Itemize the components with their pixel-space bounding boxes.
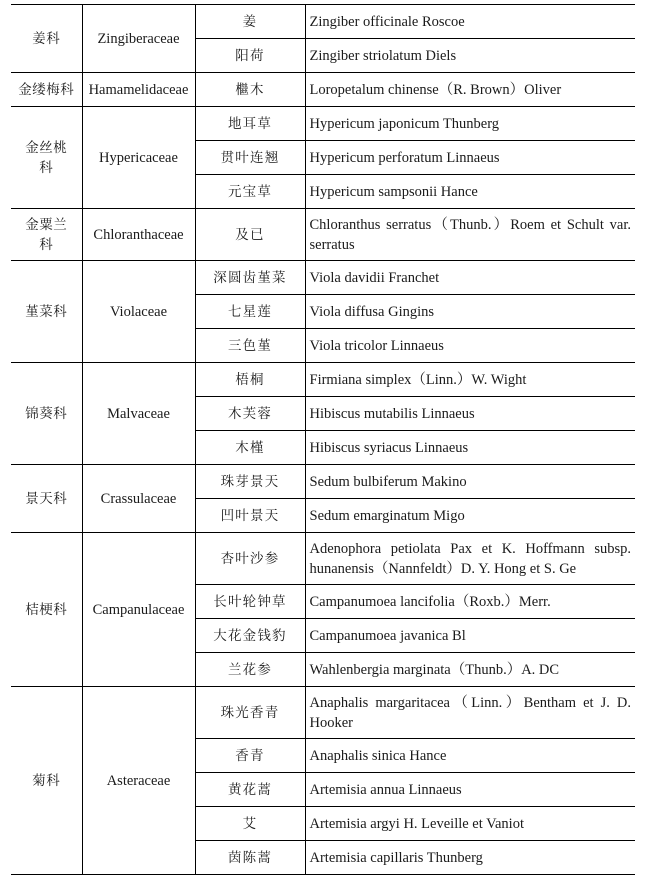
species-latin-name: Chloranthus serratus（Thunb.）Roem et Schult var. serratus [305,209,635,261]
species-chinese-name: 香青 [195,739,305,773]
species-table [11,4,635,875]
table-row [11,363,635,397]
species-latin-name: Hypericum sampsonii Hance [305,175,635,209]
table-row [11,73,635,107]
species-latin-name: Viola tricolor Linnaeus [305,329,635,363]
species-latin-name: Adenophora petiolata Pax et K. Hoffmann subsp. hunanensis（Nannfeldt）D. Y. Hong et S. Ge [305,533,635,585]
species-latin-name: Campanumoea lancifolia（Roxb.）Merr. [305,585,635,619]
family-latin-name: Asteraceae [82,687,195,875]
family-latin-name: Chloranthaceae [82,209,195,261]
family-chinese-name: 堇菜科 [11,261,82,363]
species-latin-name: Sedum bulbiferum Makino [305,465,635,499]
species-latin-name: Viola diffusa Gingins [305,295,635,329]
family-chinese-name: 金缕梅科 [11,73,82,107]
table-row [11,261,635,295]
table-row [11,209,635,261]
species-latin-name: Sedum emarginatum Migo [305,499,635,533]
table-row [11,465,635,499]
family-latin-name: Violaceae [82,261,195,363]
table-row [11,5,635,39]
family-chinese-name: 姜科 [11,5,82,73]
family-latin-name: Campanulaceae [82,533,195,687]
species-chinese-name: 珠光香青 [195,687,305,739]
family-chinese-name: 桔梗科 [11,533,82,687]
species-latin-name: Anaphalis margaritacea（Linn.）Bentham et J. D. Hooker [305,687,635,739]
family-chinese-name: 锦葵科 [11,363,82,465]
species-chinese-name: 木芙蓉 [195,397,305,431]
species-chinese-name: 长叶轮钟草 [195,585,305,619]
species-chinese-name: 檵木 [195,73,305,107]
species-chinese-name: 地耳草 [195,107,305,141]
species-latin-name: Anaphalis sinica Hance [305,739,635,773]
species-chinese-name: 黄花蒿 [195,773,305,807]
table-row [11,533,635,585]
species-table-body [11,5,635,875]
family-latin-name: Malvaceae [82,363,195,465]
table-row [11,107,635,141]
species-latin-name: Zingiber striolatum Diels [305,39,635,73]
species-chinese-name: 兰花参 [195,653,305,687]
family-chinese-name: 金丝桃科 [11,107,82,209]
species-latin-name: Hypericum perforatum Linnaeus [305,141,635,175]
family-latin-name: Zingiberaceae [82,5,195,73]
family-chinese-name: 景天科 [11,465,82,533]
table-row [11,687,635,739]
family-chinese-name: 菊科 [11,687,82,875]
species-chinese-name: 姜 [195,5,305,39]
family-latin-name: Crassulaceae [82,465,195,533]
species-latin-name: Loropetalum chinense（R. Brown）Oliver [305,73,635,107]
species-chinese-name: 七星莲 [195,295,305,329]
species-latin-name: Firmiana simplex（Linn.）W. Wight [305,363,635,397]
species-chinese-name: 大花金钱豹 [195,619,305,653]
species-chinese-name: 三色堇 [195,329,305,363]
species-chinese-name: 凹叶景天 [195,499,305,533]
species-chinese-name: 深圆齿堇菜 [195,261,305,295]
species-chinese-name: 及已 [195,209,305,261]
species-latin-name: Artemisia argyi H. Leveille et Vaniot [305,807,635,841]
species-latin-name: Campanumoea javanica Bl [305,619,635,653]
species-chinese-name: 梧桐 [195,363,305,397]
species-chinese-name: 元宝草 [195,175,305,209]
species-chinese-name: 阳荷 [195,39,305,73]
species-latin-name: Wahlenbergia marginata（Thunb.）A. DC [305,653,635,687]
species-table-page [11,4,635,875]
species-chinese-name: 木槿 [195,431,305,465]
species-chinese-name: 茵陈蒿 [195,841,305,875]
family-chinese-name: 金粟兰科 [11,209,82,261]
species-latin-name: Artemisia capillaris Thunberg [305,841,635,875]
species-latin-name: Viola davidii Franchet [305,261,635,295]
species-chinese-name: 杏叶沙参 [195,533,305,585]
species-chinese-name: 艾 [195,807,305,841]
family-latin-name: Hypericaceae [82,107,195,209]
species-latin-name: Hibiscus mutabilis Linnaeus [305,397,635,431]
species-latin-name: Zingiber officinale Roscoe [309,13,465,30]
family-latin-name: Hamamelidaceae [82,73,195,107]
species-latin-name: Hypericum japonicum Thunberg [305,107,635,141]
species-chinese-name: 贯叶连翘 [195,141,305,175]
species-latin-name: Artemisia annua Linnaeus [305,773,635,807]
species-latin-name: Hibiscus syriacus Linnaeus [305,431,635,465]
species-chinese-name: 珠芽景天 [195,465,305,499]
